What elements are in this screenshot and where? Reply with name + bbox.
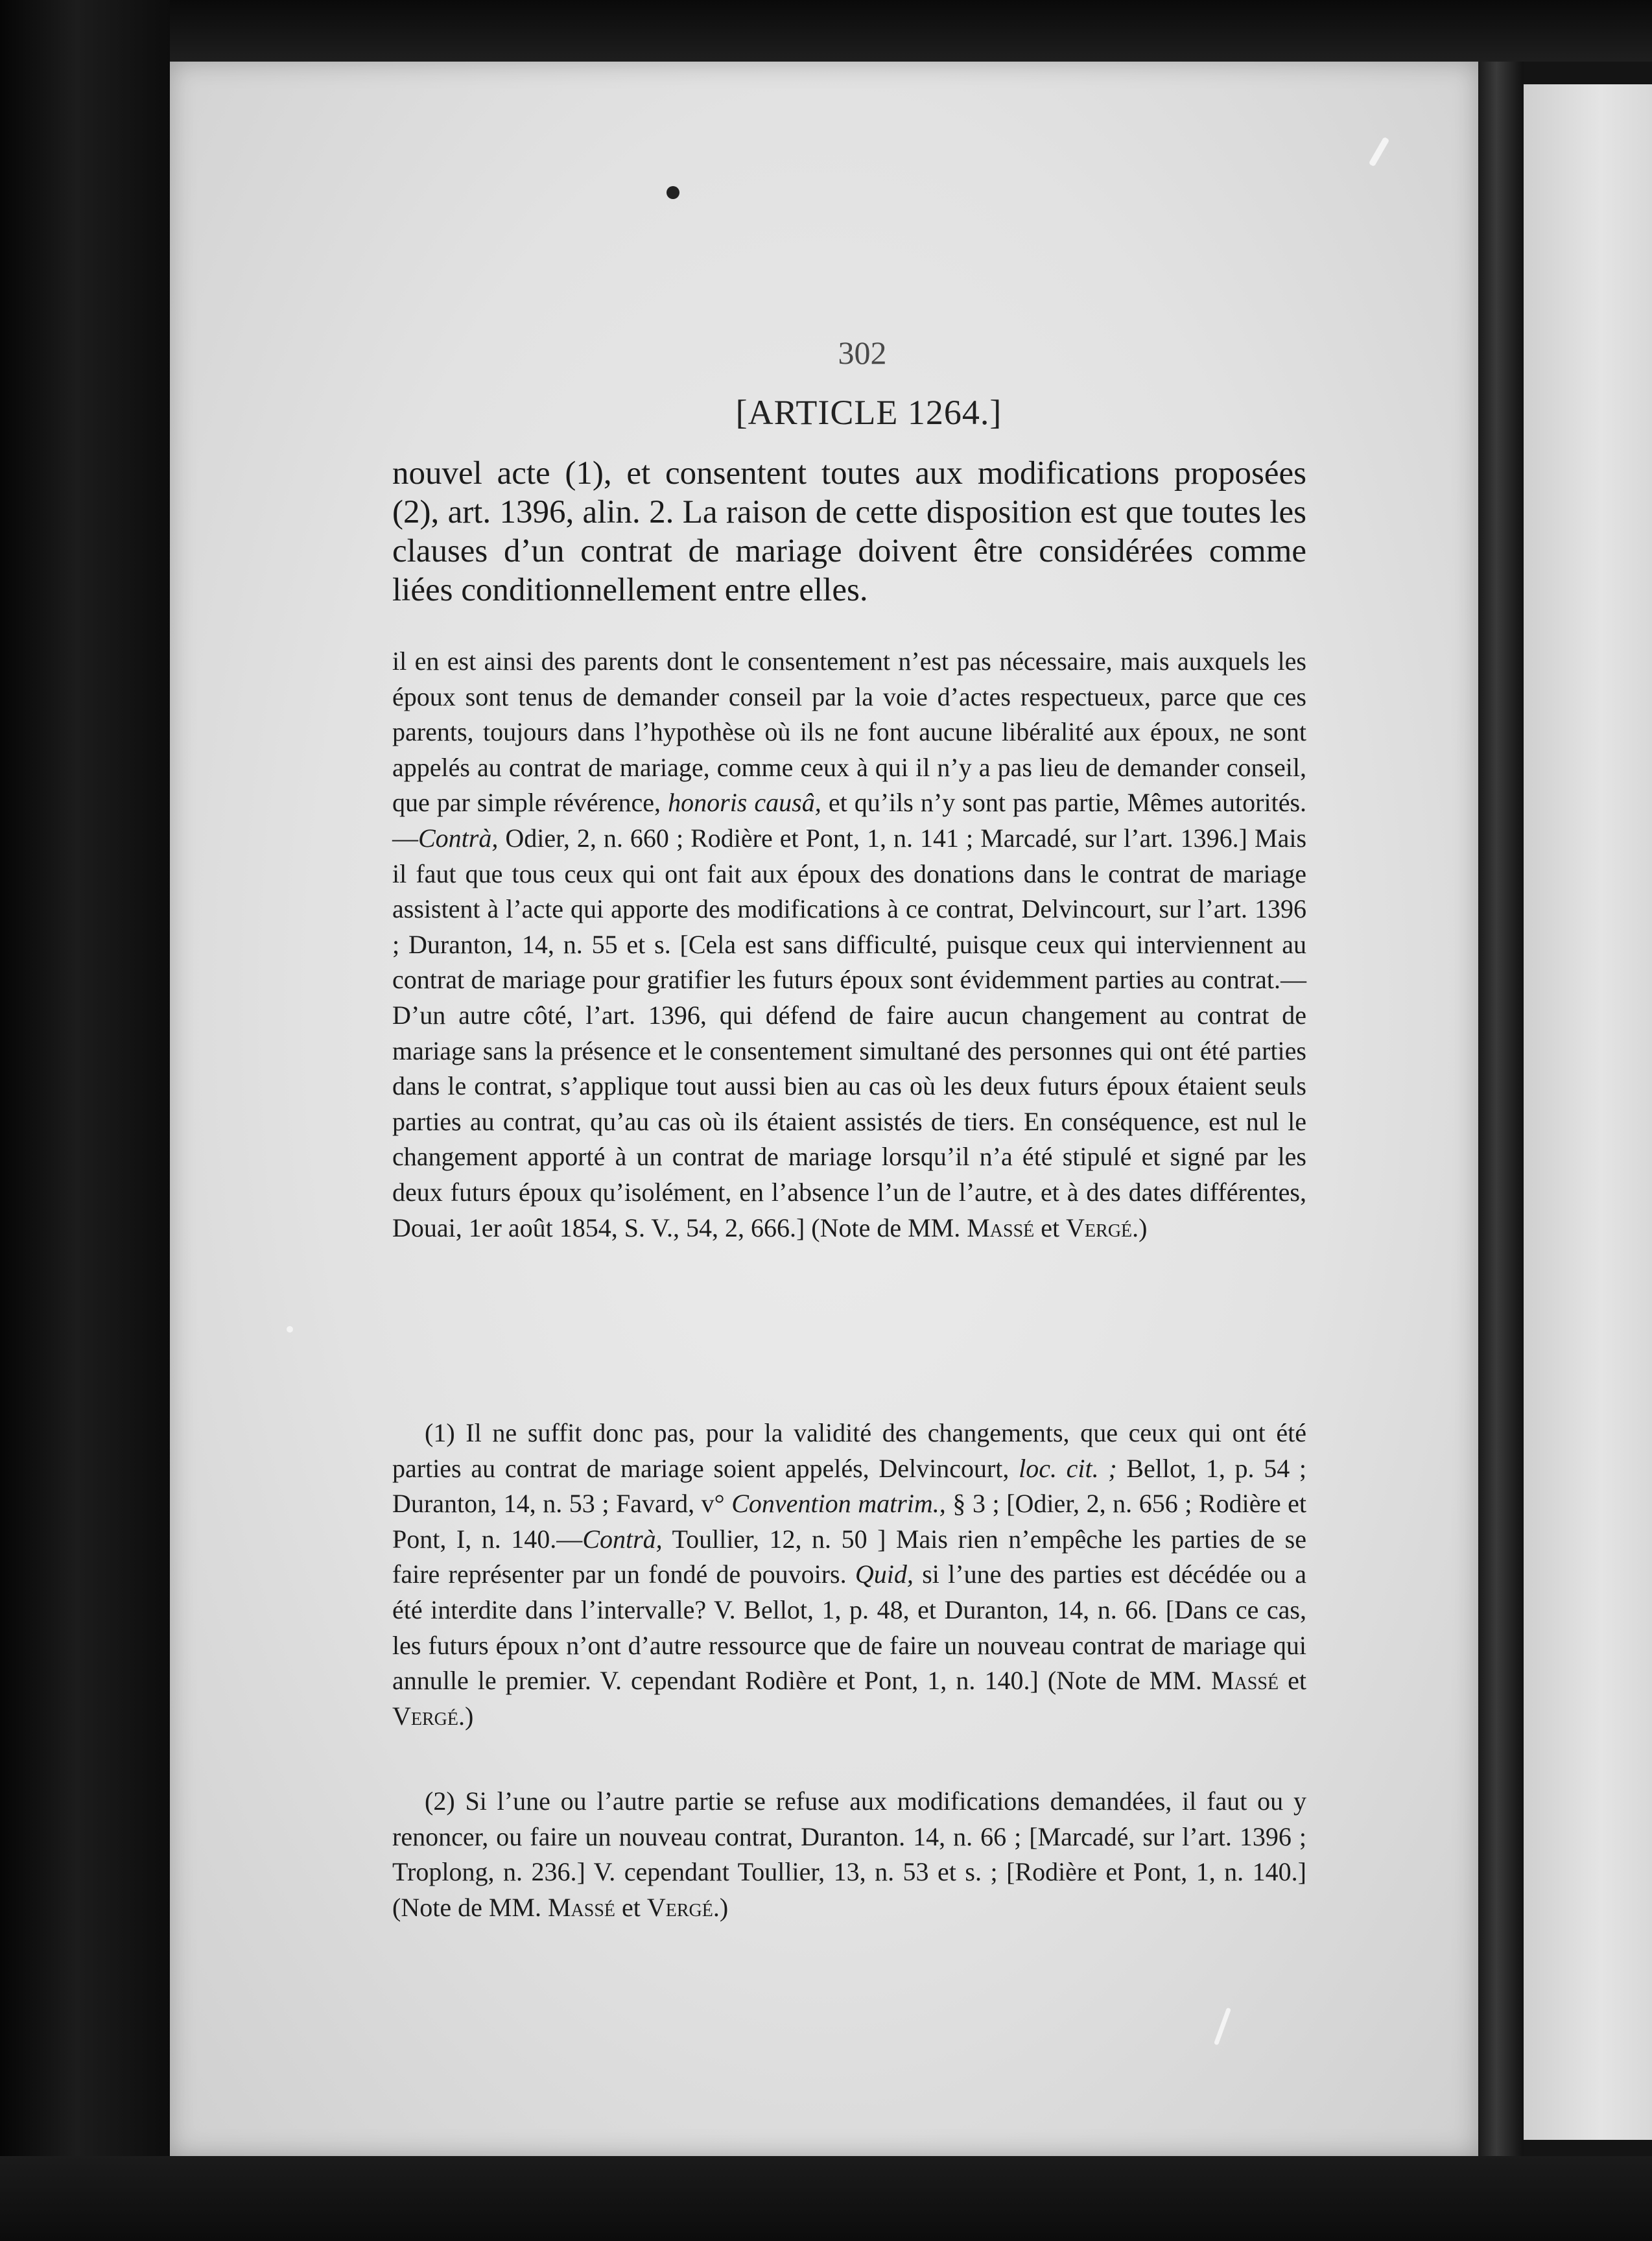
dust-speck	[1214, 2008, 1231, 2046]
note-text: et	[1041, 1213, 1060, 1242]
note-text: Bellot, 1, p. 54 ; Duranton, 14, n. 53 ; Favard, v°	[392, 1453, 1307, 1519]
author-name: Massé	[1211, 1666, 1279, 1696]
note-text: si l’une des parties est décédée ou a été interdite dans l’intervalle? V. Bellot, 1, p. 48, et Duranton, 14, n. 66. [Dans ce cas, les futurs époux n’ont d’autre ressource que de faire un nouveau contrat de mariage qui annulle le premier. V. cependant Rodière et Pont, 1, n. 140.] (Note de MM.	[392, 1559, 1307, 1696]
note-text: et qu’ils n’y sont pas partie, Mêmes autorités.—	[392, 788, 1307, 853]
dust-speck	[1369, 137, 1390, 167]
note-text: .)	[458, 1701, 474, 1731]
note-italic: Contrà,	[418, 823, 499, 853]
note-italic: Convention matrim.,	[731, 1489, 946, 1519]
book-gutter	[1478, 62, 1524, 2156]
scan-frame-top	[0, 0, 1652, 62]
note-italic: Quid,	[855, 1559, 914, 1589]
note-text: .)	[713, 1892, 729, 1922]
scan-frame-left	[0, 0, 170, 2241]
article-heading: [ARTICLE 1264.]	[735, 393, 1002, 432]
note-italic: loc. cit. ;	[1019, 1453, 1117, 1483]
author-name: Vergé	[1066, 1213, 1133, 1242]
author-name: Vergé	[392, 1701, 458, 1731]
footnote-continuation	[392, 644, 1306, 1246]
note-text: § 3 ; [Odier, 2, n. 656 ; Rodière et Pont, I, n. 140.—	[392, 1489, 1307, 1554]
footnote-1	[392, 1416, 1306, 1734]
note-text: Toullier, 12, n. 50 ] Mais rien n’empêche les parties de se faire représenter par un fondé de pouvoirs.	[392, 1524, 1306, 1589]
ink-speck	[667, 186, 679, 199]
author-name: Massé	[967, 1213, 1035, 1242]
adjacent-page-edge	[1524, 84, 1652, 2140]
scan-frame-bottom	[0, 2156, 1652, 2241]
page-number: 302	[838, 335, 887, 371]
note-text: et	[622, 1892, 641, 1922]
note-italic: honoris causâ,	[668, 788, 821, 818]
main-paragraph: nouvel acte (1), et consentent toutes aux modifications proposées (2), art. 1396, alin. 2. La raison de cette disposition est que toutes les clauses d’un contrat de mariage doivent être considérées comme liées conditionnellement entre elles.	[392, 455, 1306, 608]
author-name: Massé	[547, 1892, 616, 1922]
note-text: .)	[1132, 1213, 1148, 1242]
note-text: et	[1288, 1666, 1307, 1696]
note-text: (1) Il ne suffit donc pas, pour la validité des changements, que ceux qui ont été parties au contrat de mariage soient appelés, Delvincourt,	[392, 1418, 1306, 1483]
dust-speck	[287, 1326, 293, 1333]
footnote-2	[392, 1784, 1306, 1925]
note-italic: Contrà,	[582, 1524, 663, 1554]
note-text: il en est ainsi des parents dont le consentement n’est pas nécessaire, mais auxquels les époux sont tenus de demander conseil par la voie d’actes respectueux, parce que ces parents, toujours dans l’hypothèse où ils ne font aucune libéralité aux époux, ne sont appelés au contrat de mariage, comme ceux à qui il n’y a pas lieu de demander conseil, que par simple révérence,	[392, 646, 1306, 818]
author-name: Vergé	[646, 1892, 713, 1922]
note-text: (2) Si l’une ou l’autre partie se refuse aux modifications demandées, il faut ou y renoncer, ou faire un nouveau contrat, Duranton. 14, n. 66 ; [Marcadé, sur l’art. 1396 ; Troplong, n. 236.] V. cependant Toullier, 13, n. 53 et s. ; [Rodière et Pont, 1, n. 140.] (Note de MM.	[392, 1786, 1306, 1922]
note-text: Odier, 2, n. 660 ; Rodière et Pont, 1, n. 141 ; Marcadé, sur l’art. 1396.] Mais il faut que tous ceux qui ont fait aux époux des donations dans le contrat de mariage assistent à l’acte qui apporte des modifications à ce contrat, Delvincourt, sur l’art. 1396 ; Duranton, 14, n. 55 et s. [Cela est sans difficulté, puisque ceux qui interviennent au contrat de mariage pour gratifier les futurs époux sont évidemment parties au contrat.—D’un autre côté, l’art. 1396, qui défend de faire aucun changement au contrat de mariage sans la présence et le consentement simultané des personnes qui ont été parties dans le contrat, s’applique tout aussi bien au cas où les deux futurs époux étaient seuls parties au contrat, qu’au cas où ils étaient assistés de tiers. En conséquence, est nul le changement apporté à un contrat de mariage lorsqu’il n’a été stipulé et signé par les deux futurs époux qu’isolément, en l’absence l’un de l’autre, et à des dates différentes, Douai, 1er août 1854, S. V., 54, 2, 666.] (Note de MM.	[392, 823, 1307, 1242]
